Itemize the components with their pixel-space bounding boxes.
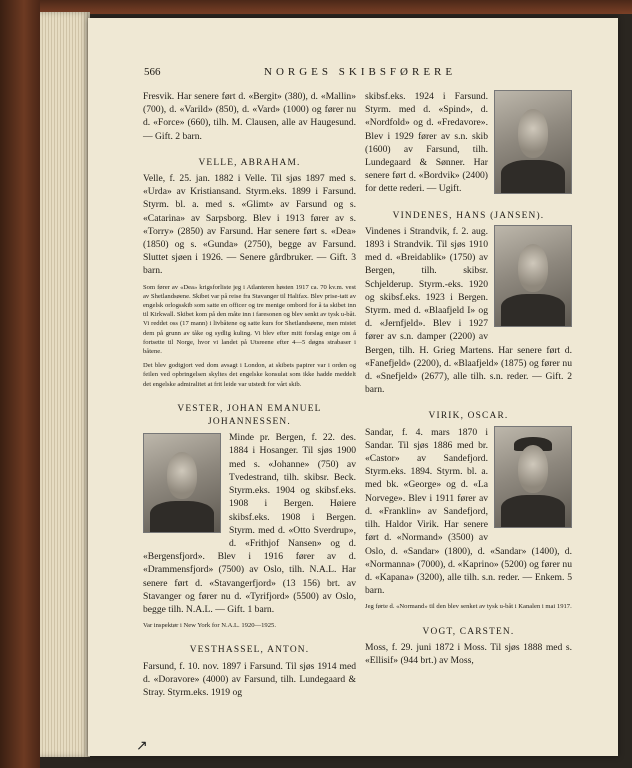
entry-body-virik: Sandar, f. 4. mars 1870 i Sandar. Til sjøs 1886 med br. «Castor» av Sandefjord. Styrm.eks. 1894. Styrm. bl. a. med bk. «George» og d. «La Norvege». Blev i 1911 fører av d. «Franklin» av Sandefjord, tilh. Haldor Virik. Har senere ført d. «Normand» (3500) av Oslo, d. «Sandar» (1800), d. «Sandar» (1400), d. «Normanna» (7000), d. «Kaprino» (5200) og fører nu d. «Kapana» (3200), alle tilh. s.n. reder. — Enkem. 5 barn. xyxy=(365,426,572,597)
portrait-vester xyxy=(143,433,221,533)
right-column xyxy=(365,90,572,667)
entry-continuation-vesthassel: skibsf.eks. 1924 i Farsund. Styrm. med d. «Spind», d. «Nordfold» og d. «Fredavore». Blev i 1929 fører av s.n. skib (1600) av Farsund, tilh. Lundegaard & Sønner. Har senere ført d. «Bordvik» (2400) for dette rederi. — Ugift. xyxy=(365,91,488,195)
entry-heading-vester: VESTER, JOHAN EMANUEL JOHANNESSEN. xyxy=(177,403,322,428)
page-edges xyxy=(40,12,90,757)
entry-note-velle-2: Det blev godtgjort ved dom avsagt i London, at skibets papirer var i orden og feilen ved opbringelsen skyltes det engelske konsulat som ikke hadde meddelt det engelske admiralitet at frit leide var utstedt for vårt skib. xyxy=(143,362,356,388)
pencil-mark: ↗ xyxy=(136,739,148,754)
entry-heading-velle: VELLE, ABRAHAM. xyxy=(198,157,301,168)
entry-body-vogt: Moss, f. 29. juni 1872 i Moss. Til sjøs 1888 med s. «Ellisif» (944 brt.) av Moss, xyxy=(365,641,572,666)
entry-note-virik: Jeg førte d. «Normand» til den blev senket av tysk u-båt i Kanalen i mai 1917. xyxy=(365,603,572,611)
portrait-vesthassel xyxy=(494,90,572,194)
running-title: NORGES SKIBSFØRERE xyxy=(264,66,457,78)
page-number: 566 xyxy=(144,66,161,78)
entry-body-velle: Velle, f. 25. jan. 1882 i Velle. Til sjøs 1897 med s. «Urda» av Kristiansand. Styrm.eks. 1899 i Farsund. Styrm. bl. a. med s. «Glimt» av Farsund og s. «Catarina» av Sarpsborg. Blev i 1913 fører av s. «Torry» (2850) av Farsund. Har senere ført s. «Dea» (1850) og s. «Gunda» (2750), begge av Farsund. Sluttet sjøen i 1926. — Senere gårdbruker. — Gift. 3 barn. xyxy=(143,173,356,277)
left-column xyxy=(143,90,356,699)
book-cover-top xyxy=(0,0,632,14)
entry-body-vesthassel: Farsund, f. 10. nov. 1897 i Farsund. Til sjøs 1914 med d. «Doravore» (4000) av Farsund, tilh. Lundegaard & Stray. Styrm.eks. 1919 og xyxy=(143,660,356,698)
entry-note-vester: Var inspektør i New York for N.A.L. 1920—1925. xyxy=(143,622,276,630)
entry-heading-vesthassel: VESTHASSEL, ANTON. xyxy=(189,645,310,656)
entry-heading-virik: VIRIK, OSCAR. xyxy=(428,411,509,422)
book-spine xyxy=(0,0,40,768)
entry-body-vindenes: Vindenes i Strandvik, f. 2. aug. 1893 i Strandvik. Til sjøs 1910 med d. «Breidablik» (1750) av Bergen, tilh. skibsr. Schjelderup. Styrm.-eks. 1920 og skibsf.eks. 1923 i Bergen. Styrm. med d. «Blaafjeld I» og d. «Jernfjeld». Blev i 1927 fører av s.n. damper (2200) av Bergen, tilh. H. Grieg Martens. Har senere ført d. «Fanefjeld» (2200), d. «Blaafjeld» (1875) og fører nu d. «Snefjeld» (2677), alle tilh. s.n. reder. — Gift. 2 barn. xyxy=(365,225,572,396)
entry-body-vester: Minde pr. Bergen, f. 22. des. 1884 i Hosanger. Til sjøs 1900 med s. «Johanne» (750) av Tvedestrand, tilh. skibsr. Beck. Styrm.eks. 1904 og skibsf.eks. 1908 i Bergen. Høiere skibsf.eks. 1908 i Bergen. Styrm. med d. «Otto Sverdrup», d. «Frithjof Nansen» og d. «Bergensfjord». Blev i 1916 fører av d. «Drammensfjord» (7500) av Oslo, tilh. N.A.L. Har senere ført d. «Stavangerfjord» (13 156) brt. av Stavanger og fører nu d. «Tyrifjord» (5500) av Oslo, begge tilh. N.A.L. — Gift. 1 barn. xyxy=(143,432,356,615)
book-page xyxy=(88,18,618,756)
entry-heading-vindenes: VINDENES, HANS (JANSEN). xyxy=(392,210,545,221)
portrait-vindenes xyxy=(494,225,572,327)
entry-continuation: Fresvik. Har senere ført d. «Bergit» (380), d. «Mallin» (700), d. «Varild» (850), d. «Vard» (1000) og fører nu d. «Force» (660), tilh. M. Clausen, alle av Haugesund. — Gift. 2 barn. xyxy=(143,91,356,142)
entry-heading-vogt: VOGT, CARSTEN. xyxy=(422,626,515,637)
entry-note-velle-1: Som fører av «Dea» krigsforliste jeg i Atlanteren høsten 1917 ca. 70 kv.m. vest av Shetlandsøene. Skibet var på reise fra Stavanger til Halifax. Blev prise-tatt av engelsk orlogsskib som satte en officer og tre menige ombord for å ta skibet inn til Kirkwall. Skibet kom på den måte inn i faresonen og blev senkt av tysk u-båt. Vi reddet oss (17 mann) i livbåtene og satte kurs for Shetlandsøene, men mistet dem på grunn av tåke og sydlig kuling. Vi blev efter mitt forslag enige om å fortsette til Norge, hvor vi landet på Utsreene efter 4—5 døgns strabaser i båtene. xyxy=(143,283,356,356)
portrait-virik xyxy=(494,426,572,528)
